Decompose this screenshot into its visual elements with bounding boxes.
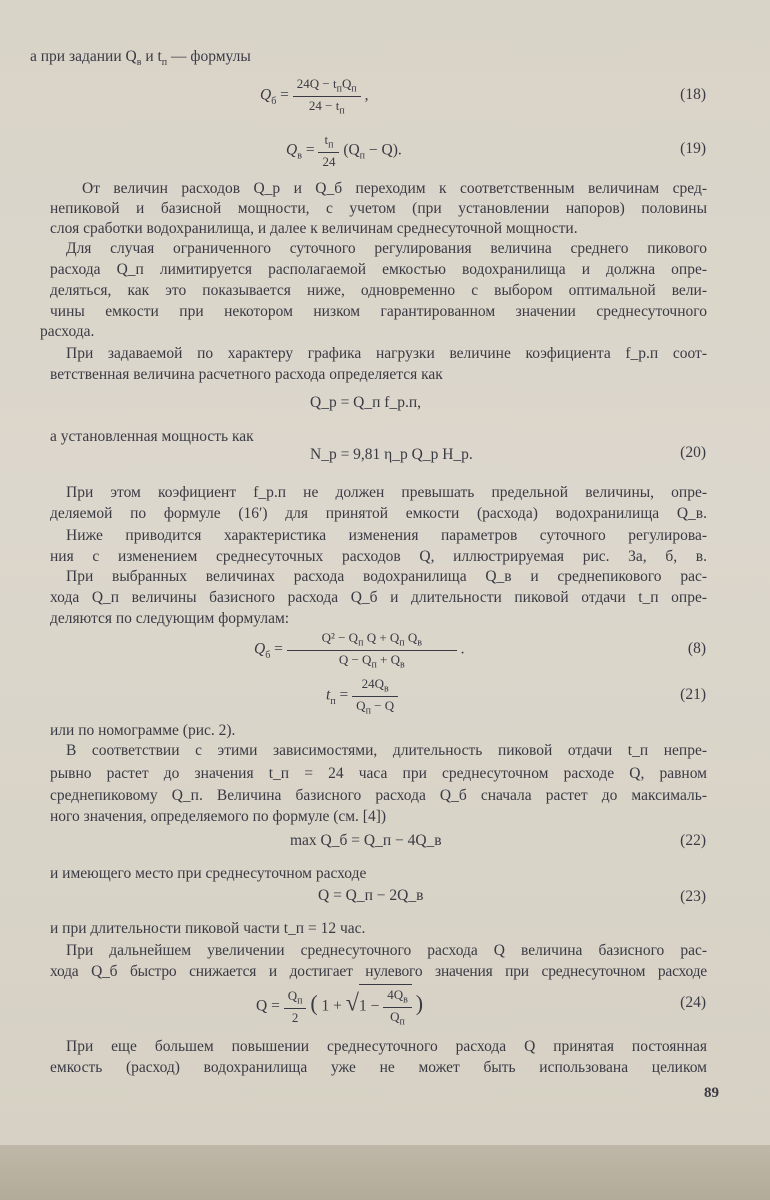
equation-24: Q = $\frac{Q_п}{2}$ ( 1 + √1 − $\frac{4Q_в}{Q_п}$ ) (256, 984, 423, 1027)
paragraph-line: При еще большем повышении среднесуточного расхода Q принятая постоянная (66, 1038, 707, 1055)
paragraph-line: Ниже приводится характеристика изменения параметров суточного регулирова- (66, 527, 707, 544)
paragraph-line: В соответствии с этими зависимостями, длительность пиковой отдачи t_п непре- (66, 742, 707, 759)
paragraph-line: От величин расходов Q_p и Q_б переходим к соответственным величинам сред- (82, 180, 707, 197)
equation-21-number: (21) (680, 686, 706, 703)
paragraph-line: емкость (расход) водохранилища уже не может быть использована целиком (50, 1059, 707, 1076)
paragraph-line: ного значения, определяемого по формуле (см. [4]) (50, 808, 387, 825)
equation-22-number: (22) (680, 832, 706, 849)
paragraph-line: непиковой и базисной мощности, с учетом (при установлении напоров) половины (50, 200, 707, 217)
paragraph-line: чины емкости при некотором низком гарантированном значении среднесуточного (50, 303, 707, 320)
equation-21: $t_п$ = $\frac{24Q_в}{Q_п - Q}$ (326, 676, 398, 716)
equation-23-number: (23) (680, 888, 706, 905)
paragraph-line: При выбранных величинах расхода водохранилища Q_в и среднепикового рас- (66, 568, 707, 585)
paragraph-line: среднепиковому Q_п. Величина базисного расхода Q_б сначала растет до максималь- (50, 787, 707, 804)
paragraph-line: рывно растет до значения t_п = 24 часа при среднесуточном расходе Q, равном (50, 765, 707, 782)
intro-line: а при задании $Q_в$ и $t_п$ — формулы (30, 48, 251, 69)
equation-20-number: (20) (680, 444, 706, 461)
paragraph-line: ния с изменением среднесуточных расходов Q, иллюстрируемая рис. 3а, б, в. (50, 548, 707, 565)
paragraph-line: При задаваемой по характеру графика нагрузки величине коэфициента f_р.п соот- (66, 345, 707, 362)
equation-8: $Q_б$ = $\frac{Q^2 - Q_п Q + Q_п Q_в}{Q - Q_п + Q_в}$ . (254, 630, 465, 671)
paragraph-line: деляемой по формуле (16′) для принятой емкости (расхода) водохранилища Q_в. (50, 505, 707, 522)
paragraph-line: деляются по следующим формулам: (50, 610, 290, 627)
paragraph-line: хода Q_б быстро снижается и достигает нулевого значения при среднесуточном расходе (50, 963, 707, 980)
paragraph-line: а установленная мощность как (50, 428, 254, 445)
equation-20: N_p = 9,81 η_p Q_p H_p. (310, 446, 473, 463)
paragraph-line: хода Q_п величины базисного расхода Q_б и длительности пиковой отдачи t_п опре- (50, 589, 707, 606)
page-edge-background (0, 1145, 770, 1200)
equation-8-number: (8) (687, 640, 706, 657)
equation-18-number: (18) (680, 86, 706, 103)
paragraph-line: деляться, как это показывается ниже, одновременно с выбором оптимальной вели- (50, 282, 707, 299)
equation-23: Q = Q_п − 2Q_в (318, 887, 424, 904)
equation-22: max Q_б = Q_п − 4Q_в (290, 832, 442, 849)
paragraph-line: расхода. (40, 323, 95, 340)
paragraph-line: или по номограмме (рис. 2). (50, 722, 236, 739)
paragraph-line: слоя сработки водохранилища, и далее к величинам среднесуточной мощности. (50, 220, 578, 237)
paragraph-line: и имеющего место при среднесуточном расходе (50, 865, 367, 882)
paragraph-line: и при длительности пиковой части t_п = 12 час. (50, 920, 366, 937)
paragraph-line: При этом коэфициент f_р.п не должен превышать предельной величины, опре- (66, 484, 707, 501)
paragraph-line: ветственная величина расчетного расхода определяется как (50, 366, 443, 383)
paragraph-line: расхода Q_п лимитируется располагаемой емкостью водохранилища и должна опре- (50, 261, 707, 278)
equation-18: $Q_б$ = $\frac{24Q - t_пQ_п}{24 - t_п}$ , (260, 76, 369, 117)
equation-qp: Q_p = Q_п f_р.п, (310, 394, 422, 411)
paragraph-line: Для случая ограниченного суточного регулирования величина среднего пикового (66, 240, 707, 257)
page-number: 89 (704, 1085, 719, 1101)
equation-19-number: (19) (680, 140, 706, 157)
equation-19: $Q_в$ = $\frac{t_п}{24}$ $(Q_п - Q)$. (286, 132, 402, 169)
equation-24-number: (24) (680, 994, 706, 1011)
paragraph-line: При дальнейшем увеличении среднесуточного расхода Q величина базисного рас- (66, 942, 707, 959)
